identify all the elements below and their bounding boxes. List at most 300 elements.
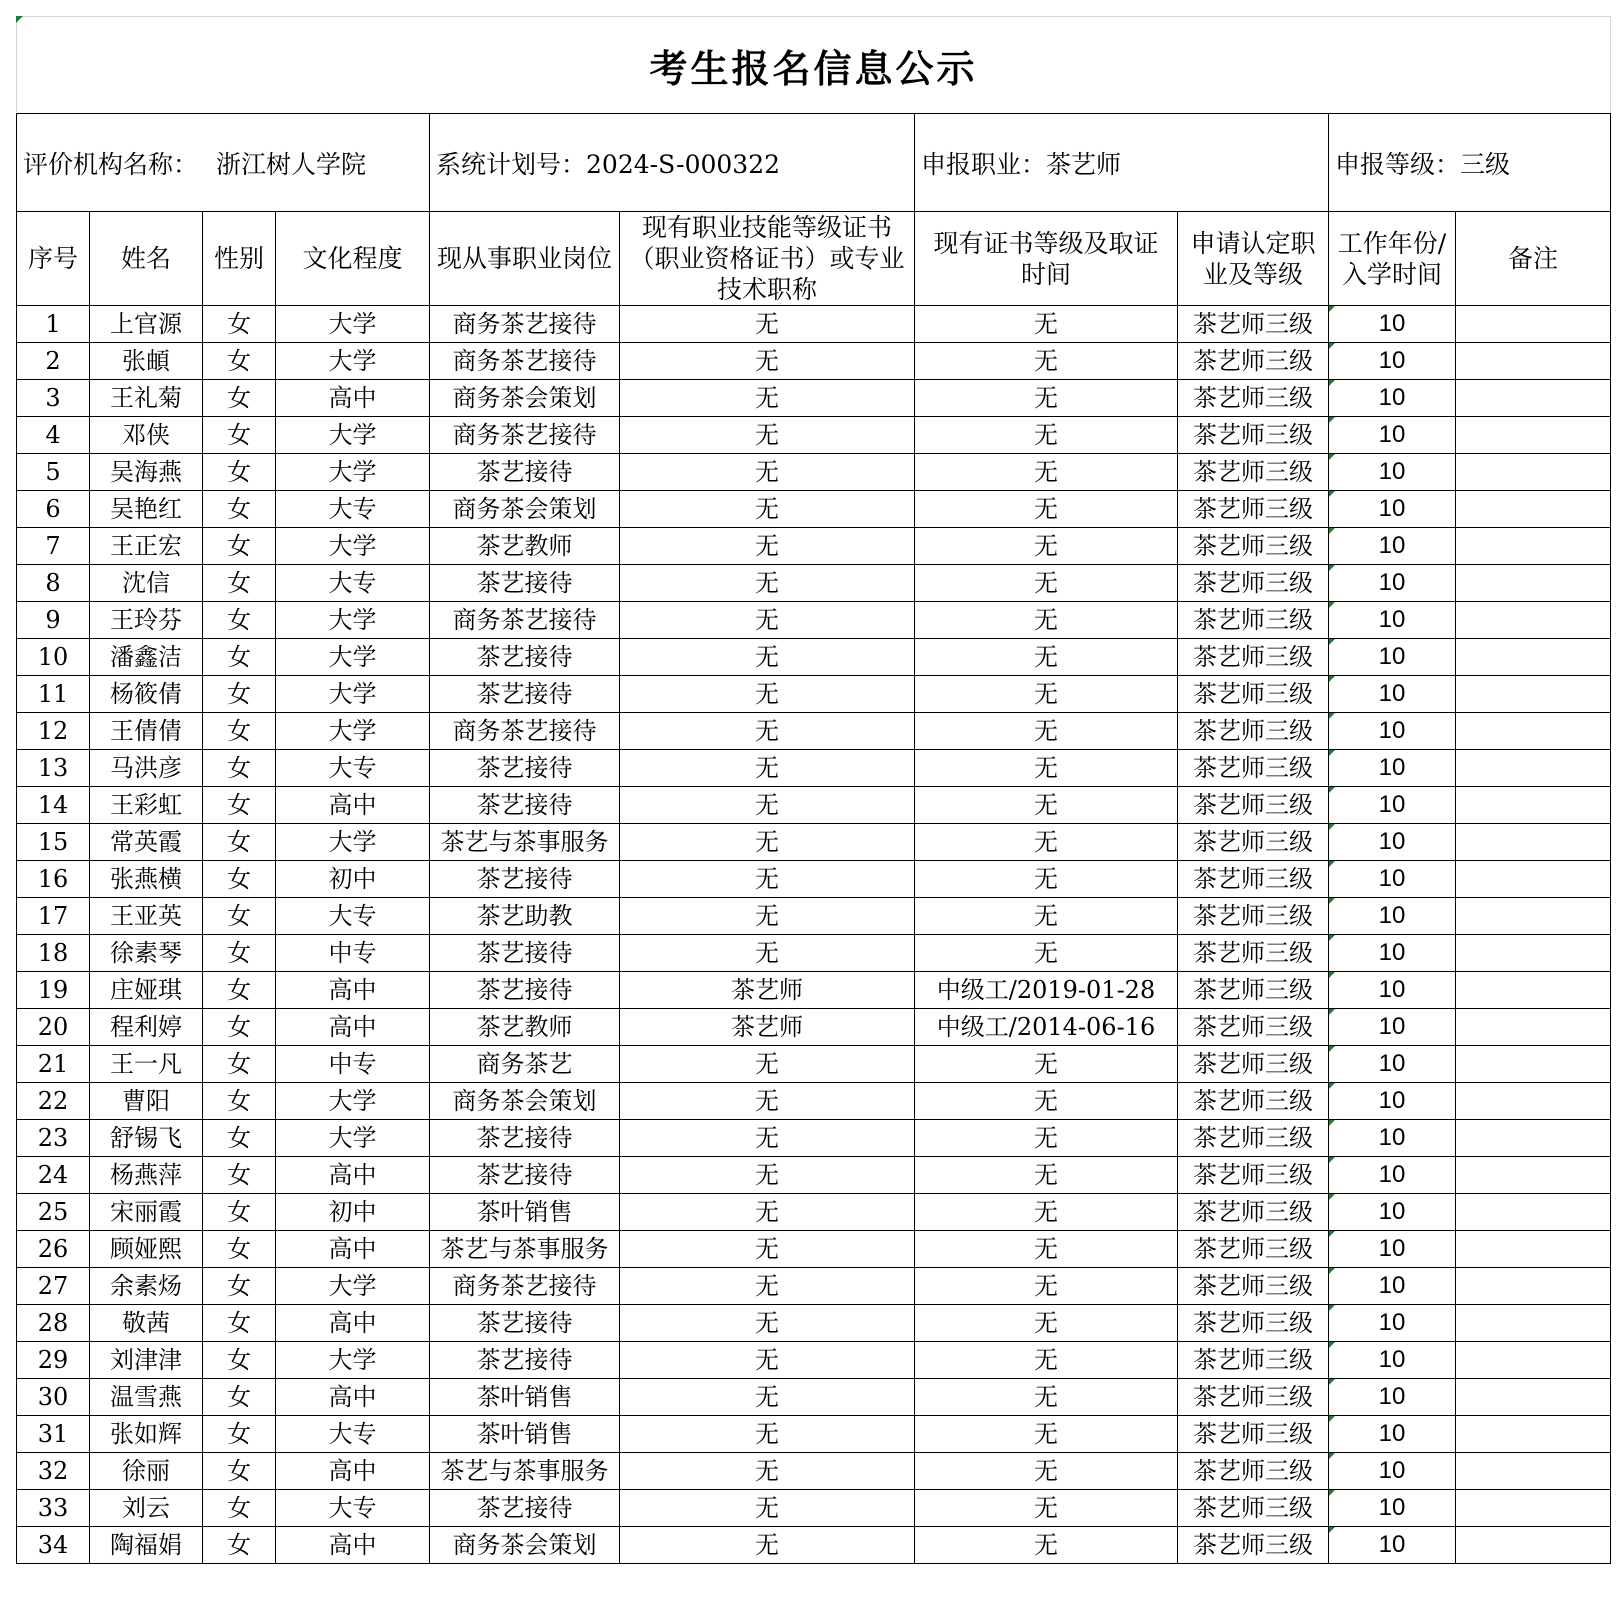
- cell-education[interactable]: 大专: [276, 750, 430, 787]
- cell-gender[interactable]: 女: [203, 1416, 276, 1453]
- cell-apply[interactable]: 茶艺师三级: [1178, 417, 1329, 454]
- cell-name[interactable]: 徐丽: [90, 1453, 203, 1490]
- cell-cert-level[interactable]: 无: [915, 417, 1178, 454]
- cell-years[interactable]: 10: [1329, 676, 1456, 713]
- cell-cert-level[interactable]: 无: [915, 787, 1178, 824]
- cell-apply[interactable]: 茶艺师三级: [1178, 1416, 1329, 1453]
- cell-post[interactable]: 茶艺与茶事服务: [430, 1453, 620, 1490]
- cell-certificate[interactable]: 无: [620, 1416, 915, 1453]
- cell-remark[interactable]: [1456, 1231, 1611, 1268]
- cell-gender[interactable]: 女: [203, 1231, 276, 1268]
- cell-years[interactable]: 10: [1329, 1120, 1456, 1157]
- cell-seq[interactable]: 18: [17, 935, 90, 972]
- cell-apply[interactable]: 茶艺师三级: [1178, 454, 1329, 491]
- cell-gender[interactable]: 女: [203, 1453, 276, 1490]
- cell-name[interactable]: 王亚英: [90, 898, 203, 935]
- cell-gender[interactable]: 女: [203, 972, 276, 1009]
- cell-remark[interactable]: [1456, 1157, 1611, 1194]
- header-name[interactable]: 姓名: [90, 212, 203, 306]
- cell-gender[interactable]: 女: [203, 639, 276, 676]
- cell-post[interactable]: 茶艺接待: [430, 1157, 620, 1194]
- cell-years[interactable]: 10: [1329, 861, 1456, 898]
- cell-certificate[interactable]: 无: [620, 1490, 915, 1527]
- cell-name[interactable]: 潘鑫洁: [90, 639, 203, 676]
- cell-education[interactable]: 高中: [276, 787, 430, 824]
- cell-gender[interactable]: 女: [203, 1305, 276, 1342]
- cell-post[interactable]: 商务茶艺接待: [430, 1268, 620, 1305]
- cell-education[interactable]: 大学: [276, 602, 430, 639]
- cell-education[interactable]: 大学: [276, 528, 430, 565]
- cell-education[interactable]: 高中: [276, 1453, 430, 1490]
- header-apply[interactable]: 申请认定职业及等级: [1178, 212, 1329, 306]
- cell-post[interactable]: 茶叶销售: [430, 1194, 620, 1231]
- cell-gender[interactable]: 女: [203, 1046, 276, 1083]
- cell-apply[interactable]: 茶艺师三级: [1178, 639, 1329, 676]
- cell-certificate[interactable]: 无: [620, 750, 915, 787]
- cell-post[interactable]: 商务茶会策划: [430, 380, 620, 417]
- cell-gender[interactable]: 女: [203, 1342, 276, 1379]
- cell-cert-level[interactable]: 无: [915, 306, 1178, 343]
- level-cell[interactable]: [1329, 114, 1611, 212]
- cell-years[interactable]: 10: [1329, 824, 1456, 861]
- cell-certificate[interactable]: 茶艺师: [620, 1009, 915, 1046]
- cell-name[interactable]: 上官源: [90, 306, 203, 343]
- cell-years[interactable]: 10: [1329, 1083, 1456, 1120]
- cell-name[interactable]: 余素炀: [90, 1268, 203, 1305]
- cell-gender[interactable]: 女: [203, 491, 276, 528]
- cell-certificate[interactable]: 无: [620, 676, 915, 713]
- cell-certificate[interactable]: 无: [620, 565, 915, 602]
- cell-remark[interactable]: [1456, 1194, 1611, 1231]
- cell-apply[interactable]: 茶艺师三级: [1178, 676, 1329, 713]
- cell-years[interactable]: 10: [1329, 935, 1456, 972]
- cell-remark[interactable]: [1456, 343, 1611, 380]
- cell-certificate[interactable]: 无: [620, 713, 915, 750]
- cell-education[interactable]: 高中: [276, 1231, 430, 1268]
- cell-cert-level[interactable]: 无: [915, 1120, 1178, 1157]
- cell-name[interactable]: 王一凡: [90, 1046, 203, 1083]
- cell-cert-level[interactable]: 中级工/2014-06-16: [915, 1009, 1178, 1046]
- cell-gender[interactable]: 女: [203, 824, 276, 861]
- cell-seq[interactable]: 30: [17, 1379, 90, 1416]
- cell-name[interactable]: 刘云: [90, 1490, 203, 1527]
- cell-gender[interactable]: 女: [203, 1527, 276, 1564]
- cell-remark[interactable]: [1456, 861, 1611, 898]
- cell-remark[interactable]: [1456, 1416, 1611, 1453]
- cell-post[interactable]: 茶艺接待: [430, 787, 620, 824]
- cell-name[interactable]: 舒锡飞: [90, 1120, 203, 1157]
- cell-education[interactable]: 高中: [276, 1305, 430, 1342]
- cell-education[interactable]: 大学: [276, 1120, 430, 1157]
- cell-gender[interactable]: 女: [203, 676, 276, 713]
- cell-seq[interactable]: 19: [17, 972, 90, 1009]
- cell-education[interactable]: 高中: [276, 380, 430, 417]
- cell-post[interactable]: 茶艺接待: [430, 1120, 620, 1157]
- cell-post[interactable]: 茶艺接待: [430, 972, 620, 1009]
- cell-name[interactable]: 温雪燕: [90, 1379, 203, 1416]
- cell-post[interactable]: 茶艺教师: [430, 1009, 620, 1046]
- cell-education[interactable]: 高中: [276, 972, 430, 1009]
- cell-post[interactable]: 商务茶会策划: [430, 491, 620, 528]
- cell-seq[interactable]: 11: [17, 676, 90, 713]
- cell-seq[interactable]: 33: [17, 1490, 90, 1527]
- cell-name[interactable]: 张頔: [90, 343, 203, 380]
- cell-cert-level[interactable]: 无: [915, 602, 1178, 639]
- cell-remark[interactable]: [1456, 602, 1611, 639]
- cell-education[interactable]: 大学: [276, 454, 430, 491]
- cell-apply[interactable]: 茶艺师三级: [1178, 565, 1329, 602]
- cell-cert-level[interactable]: 无: [915, 935, 1178, 972]
- cell-gender[interactable]: 女: [203, 343, 276, 380]
- cell-seq[interactable]: 7: [17, 528, 90, 565]
- cell-seq[interactable]: 4: [17, 417, 90, 454]
- cell-remark[interactable]: [1456, 787, 1611, 824]
- cell-education[interactable]: 中专: [276, 935, 430, 972]
- cell-gender[interactable]: 女: [203, 1157, 276, 1194]
- cell-cert-level[interactable]: 无: [915, 1305, 1178, 1342]
- cell-remark[interactable]: [1456, 1083, 1611, 1120]
- cell-apply[interactable]: 茶艺师三级: [1178, 898, 1329, 935]
- cell-years[interactable]: 10: [1329, 528, 1456, 565]
- cell-apply[interactable]: 茶艺师三级: [1178, 1268, 1329, 1305]
- cell-gender[interactable]: 女: [203, 1268, 276, 1305]
- cell-years[interactable]: 10: [1329, 602, 1456, 639]
- cell-certificate[interactable]: 无: [620, 343, 915, 380]
- cell-education[interactable]: 大学: [276, 639, 430, 676]
- cell-years[interactable]: 10: [1329, 491, 1456, 528]
- cell-apply[interactable]: 茶艺师三级: [1178, 1379, 1329, 1416]
- cell-education[interactable]: 大学: [276, 343, 430, 380]
- cell-certificate[interactable]: 无: [620, 898, 915, 935]
- cell-seq[interactable]: 6: [17, 491, 90, 528]
- cell-remark[interactable]: [1456, 639, 1611, 676]
- cell-remark[interactable]: [1456, 528, 1611, 565]
- cell-certificate[interactable]: 茶艺师: [620, 972, 915, 1009]
- cell-post[interactable]: 茶艺接待: [430, 1305, 620, 1342]
- cell-education[interactable]: 大学: [276, 1342, 430, 1379]
- cell-education[interactable]: 高中: [276, 1527, 430, 1564]
- cell-gender[interactable]: 女: [203, 935, 276, 972]
- cell-certificate[interactable]: 无: [620, 935, 915, 972]
- cell-name[interactable]: 马洪彦: [90, 750, 203, 787]
- cell-name[interactable]: 曹阳: [90, 1083, 203, 1120]
- cell-education[interactable]: 大学: [276, 713, 430, 750]
- cell-post[interactable]: 商务茶会策划: [430, 1083, 620, 1120]
- cell-post[interactable]: 茶艺接待: [430, 1490, 620, 1527]
- cell-years[interactable]: 10: [1329, 1416, 1456, 1453]
- header-years[interactable]: 工作年份/入学时间: [1329, 212, 1456, 306]
- cell-name[interactable]: 王正宏: [90, 528, 203, 565]
- cell-name[interactable]: 杨筱倩: [90, 676, 203, 713]
- header-education[interactable]: 文化程度: [276, 212, 430, 306]
- cell-gender[interactable]: 女: [203, 417, 276, 454]
- cell-cert-level[interactable]: 无: [915, 1416, 1178, 1453]
- cell-education[interactable]: 初中: [276, 861, 430, 898]
- cell-seq[interactable]: 27: [17, 1268, 90, 1305]
- cell-cert-level[interactable]: 无: [915, 1157, 1178, 1194]
- cell-certificate[interactable]: 无: [620, 1083, 915, 1120]
- cell-education[interactable]: 大学: [276, 306, 430, 343]
- cell-cert-level[interactable]: 中级工/2019-01-28: [915, 972, 1178, 1009]
- cell-certificate[interactable]: 无: [620, 861, 915, 898]
- org-name-cell[interactable]: [17, 114, 430, 212]
- cell-apply[interactable]: 茶艺师三级: [1178, 602, 1329, 639]
- cell-seq[interactable]: 25: [17, 1194, 90, 1231]
- cell-remark[interactable]: [1456, 1009, 1611, 1046]
- cell-remark[interactable]: [1456, 1490, 1611, 1527]
- cell-seq[interactable]: 28: [17, 1305, 90, 1342]
- cell-cert-level[interactable]: 无: [915, 1490, 1178, 1527]
- cell-years[interactable]: 10: [1329, 1009, 1456, 1046]
- cell-certificate[interactable]: 无: [620, 1157, 915, 1194]
- cell-apply[interactable]: 茶艺师三级: [1178, 1120, 1329, 1157]
- cell-apply[interactable]: 茶艺师三级: [1178, 491, 1329, 528]
- cell-post[interactable]: 茶艺与茶事服务: [430, 1231, 620, 1268]
- cell-education[interactable]: 大专: [276, 491, 430, 528]
- cell-name[interactable]: 杨燕萍: [90, 1157, 203, 1194]
- cell-post[interactable]: 茶艺接待: [430, 676, 620, 713]
- cell-certificate[interactable]: 无: [620, 306, 915, 343]
- cell-seq[interactable]: 3: [17, 380, 90, 417]
- cell-apply[interactable]: 茶艺师三级: [1178, 1157, 1329, 1194]
- cell-certificate[interactable]: 无: [620, 602, 915, 639]
- cell-remark[interactable]: [1456, 898, 1611, 935]
- cell-years[interactable]: 10: [1329, 972, 1456, 1009]
- cell-gender[interactable]: 女: [203, 898, 276, 935]
- cell-remark[interactable]: [1456, 1453, 1611, 1490]
- cell-apply[interactable]: 茶艺师三级: [1178, 380, 1329, 417]
- cell-years[interactable]: 10: [1329, 713, 1456, 750]
- cell-gender[interactable]: 女: [203, 1379, 276, 1416]
- cell-cert-level[interactable]: 无: [915, 898, 1178, 935]
- cell-seq[interactable]: 5: [17, 454, 90, 491]
- occupation-cell[interactable]: [915, 114, 1329, 212]
- cell-certificate[interactable]: 无: [620, 1379, 915, 1416]
- cell-certificate[interactable]: 无: [620, 528, 915, 565]
- cell-remark[interactable]: [1456, 1046, 1611, 1083]
- cell-seq[interactable]: 16: [17, 861, 90, 898]
- cell-post[interactable]: 茶艺接待: [430, 639, 620, 676]
- cell-cert-level[interactable]: 无: [915, 1342, 1178, 1379]
- cell-seq[interactable]: 32: [17, 1453, 90, 1490]
- cell-name[interactable]: 吴艳红: [90, 491, 203, 528]
- cell-seq[interactable]: 17: [17, 898, 90, 935]
- cell-name[interactable]: 程利婷: [90, 1009, 203, 1046]
- cell-cert-level[interactable]: 无: [915, 639, 1178, 676]
- cell-remark[interactable]: [1456, 1268, 1611, 1305]
- cell-years[interactable]: 10: [1329, 380, 1456, 417]
- cell-education[interactable]: 大专: [276, 898, 430, 935]
- cell-apply[interactable]: 茶艺师三级: [1178, 972, 1329, 1009]
- cell-certificate[interactable]: 无: [620, 491, 915, 528]
- cell-certificate[interactable]: 无: [620, 824, 915, 861]
- cell-certificate[interactable]: 无: [620, 1342, 915, 1379]
- cell-years[interactable]: 10: [1329, 1268, 1456, 1305]
- cell-certificate[interactable]: 无: [620, 1231, 915, 1268]
- cell-post[interactable]: 茶艺接待: [430, 750, 620, 787]
- cell-certificate[interactable]: 无: [620, 1120, 915, 1157]
- cell-certificate[interactable]: 无: [620, 454, 915, 491]
- cell-name[interactable]: 张如辉: [90, 1416, 203, 1453]
- cell-certificate[interactable]: 无: [620, 1527, 915, 1564]
- cell-gender[interactable]: 女: [203, 713, 276, 750]
- cell-remark[interactable]: [1456, 972, 1611, 1009]
- cell-seq[interactable]: 20: [17, 1009, 90, 1046]
- cell-years[interactable]: 10: [1329, 343, 1456, 380]
- cell-name[interactable]: 陶福娟: [90, 1527, 203, 1564]
- cell-certificate[interactable]: 无: [620, 1194, 915, 1231]
- cell-seq[interactable]: 13: [17, 750, 90, 787]
- cell-post[interactable]: 茶艺助教: [430, 898, 620, 935]
- cell-years[interactable]: 10: [1329, 639, 1456, 676]
- plan-number-cell[interactable]: [430, 114, 915, 212]
- cell-apply[interactable]: 茶艺师三级: [1178, 306, 1329, 343]
- cell-cert-level[interactable]: 无: [915, 1527, 1178, 1564]
- cell-seq[interactable]: 22: [17, 1083, 90, 1120]
- cell-certificate[interactable]: 无: [620, 1453, 915, 1490]
- cell-gender[interactable]: 女: [203, 787, 276, 824]
- cell-seq[interactable]: 24: [17, 1157, 90, 1194]
- cell-name[interactable]: 顾娅熙: [90, 1231, 203, 1268]
- cell-education[interactable]: 大专: [276, 1490, 430, 1527]
- cell-gender[interactable]: 女: [203, 380, 276, 417]
- cell-apply[interactable]: 茶艺师三级: [1178, 861, 1329, 898]
- cell-certificate[interactable]: 无: [620, 1046, 915, 1083]
- cell-post[interactable]: 茶艺与茶事服务: [430, 824, 620, 861]
- cell-gender[interactable]: 女: [203, 1490, 276, 1527]
- cell-cert-level[interactable]: 无: [915, 454, 1178, 491]
- cell-cert-level[interactable]: 无: [915, 565, 1178, 602]
- cell-cert-level[interactable]: 无: [915, 676, 1178, 713]
- cell-cert-level[interactable]: 无: [915, 528, 1178, 565]
- cell-post[interactable]: 茶艺接待: [430, 1342, 620, 1379]
- cell-certificate[interactable]: 无: [620, 1305, 915, 1342]
- cell-years[interactable]: 10: [1329, 1527, 1456, 1564]
- cell-apply[interactable]: 茶艺师三级: [1178, 713, 1329, 750]
- header-cert-level[interactable]: 现有证书等级及取证时间: [915, 212, 1178, 306]
- cell-education[interactable]: 高中: [276, 1379, 430, 1416]
- cell-post[interactable]: 商务茶会策划: [430, 1527, 620, 1564]
- cell-name[interactable]: 王礼菊: [90, 380, 203, 417]
- cell-gender[interactable]: 女: [203, 1009, 276, 1046]
- cell-cert-level[interactable]: 无: [915, 491, 1178, 528]
- cell-post[interactable]: 商务茶艺接待: [430, 602, 620, 639]
- cell-post[interactable]: 茶艺接待: [430, 565, 620, 602]
- cell-name[interactable]: 吴海燕: [90, 454, 203, 491]
- cell-name[interactable]: 常英霞: [90, 824, 203, 861]
- cell-name[interactable]: 沈信: [90, 565, 203, 602]
- cell-post[interactable]: 商务茶艺: [430, 1046, 620, 1083]
- cell-remark[interactable]: [1456, 417, 1611, 454]
- cell-post[interactable]: 茶艺教师: [430, 528, 620, 565]
- cell-name[interactable]: 宋丽霞: [90, 1194, 203, 1231]
- cell-apply[interactable]: 茶艺师三级: [1178, 1194, 1329, 1231]
- cell-cert-level[interactable]: 无: [915, 343, 1178, 380]
- cell-seq[interactable]: 15: [17, 824, 90, 861]
- header-certificate[interactable]: 现有职业技能等级证书（职业资格证书）或专业技术职称: [620, 212, 915, 306]
- cell-years[interactable]: 10: [1329, 1379, 1456, 1416]
- cell-cert-level[interactable]: 无: [915, 713, 1178, 750]
- cell-seq[interactable]: 26: [17, 1231, 90, 1268]
- cell-remark[interactable]: [1456, 565, 1611, 602]
- cell-remark[interactable]: [1456, 1527, 1611, 1564]
- cell-post[interactable]: 茶艺接待: [430, 861, 620, 898]
- cell-gender[interactable]: 女: [203, 1194, 276, 1231]
- cell-years[interactable]: 10: [1329, 454, 1456, 491]
- cell-years[interactable]: 10: [1329, 306, 1456, 343]
- cell-cert-level[interactable]: 无: [915, 1194, 1178, 1231]
- cell-remark[interactable]: [1456, 676, 1611, 713]
- cell-education[interactable]: 大专: [276, 565, 430, 602]
- cell-years[interactable]: 10: [1329, 1490, 1456, 1527]
- cell-apply[interactable]: 茶艺师三级: [1178, 1083, 1329, 1120]
- cell-seq[interactable]: 12: [17, 713, 90, 750]
- cell-cert-level[interactable]: 无: [915, 380, 1178, 417]
- cell-apply[interactable]: 茶艺师三级: [1178, 750, 1329, 787]
- cell-apply[interactable]: 茶艺师三级: [1178, 1527, 1329, 1564]
- cell-seq[interactable]: 14: [17, 787, 90, 824]
- cell-name[interactable]: 刘津津: [90, 1342, 203, 1379]
- cell-education[interactable]: 初中: [276, 1194, 430, 1231]
- cell-remark[interactable]: [1456, 380, 1611, 417]
- cell-education[interactable]: 大学: [276, 1083, 430, 1120]
- cell-apply[interactable]: 茶艺师三级: [1178, 1342, 1329, 1379]
- cell-cert-level[interactable]: 无: [915, 824, 1178, 861]
- cell-name[interactable]: 邓侠: [90, 417, 203, 454]
- cell-cert-level[interactable]: 无: [915, 1083, 1178, 1120]
- cell-cert-level[interactable]: 无: [915, 1453, 1178, 1490]
- cell-apply[interactable]: 茶艺师三级: [1178, 343, 1329, 380]
- cell-apply[interactable]: 茶艺师三级: [1178, 787, 1329, 824]
- cell-post[interactable]: 商务茶艺接待: [430, 417, 620, 454]
- cell-post[interactable]: 商务茶艺接待: [430, 343, 620, 380]
- cell-seq[interactable]: 8: [17, 565, 90, 602]
- cell-apply[interactable]: 茶艺师三级: [1178, 1231, 1329, 1268]
- cell-seq[interactable]: 31: [17, 1416, 90, 1453]
- cell-education[interactable]: 高中: [276, 1157, 430, 1194]
- cell-post[interactable]: 茶艺接待: [430, 454, 620, 491]
- header-seq[interactable]: 序号: [17, 212, 90, 306]
- cell-gender[interactable]: 女: [203, 602, 276, 639]
- cell-gender[interactable]: 女: [203, 454, 276, 491]
- cell-cert-level[interactable]: 无: [915, 750, 1178, 787]
- cell-post[interactable]: 商务茶艺接待: [430, 713, 620, 750]
- cell-gender[interactable]: 女: [203, 1083, 276, 1120]
- cell-post[interactable]: 商务茶艺接待: [430, 306, 620, 343]
- cell-name[interactable]: 张燕横: [90, 861, 203, 898]
- cell-years[interactable]: 10: [1329, 898, 1456, 935]
- cell-remark[interactable]: [1456, 454, 1611, 491]
- cell-remark[interactable]: [1456, 713, 1611, 750]
- cell-apply[interactable]: 茶艺师三级: [1178, 824, 1329, 861]
- cell-years[interactable]: 10: [1329, 750, 1456, 787]
- cell-certificate[interactable]: 无: [620, 380, 915, 417]
- cell-years[interactable]: 10: [1329, 1194, 1456, 1231]
- cell-seq[interactable]: 23: [17, 1120, 90, 1157]
- cell-apply[interactable]: 茶艺师三级: [1178, 1490, 1329, 1527]
- cell-seq[interactable]: 34: [17, 1527, 90, 1564]
- cell-years[interactable]: 10: [1329, 1342, 1456, 1379]
- cell-apply[interactable]: 茶艺师三级: [1178, 1453, 1329, 1490]
- cell-certificate[interactable]: 无: [620, 417, 915, 454]
- cell-name[interactable]: 王彩虹: [90, 787, 203, 824]
- cell-name[interactable]: 王玲芬: [90, 602, 203, 639]
- cell-name[interactable]: 王倩倩: [90, 713, 203, 750]
- header-remark[interactable]: 备注: [1456, 212, 1611, 306]
- cell-apply[interactable]: 茶艺师三级: [1178, 1305, 1329, 1342]
- cell-education[interactable]: 大学: [276, 676, 430, 713]
- cell-apply[interactable]: 茶艺师三级: [1178, 1046, 1329, 1083]
